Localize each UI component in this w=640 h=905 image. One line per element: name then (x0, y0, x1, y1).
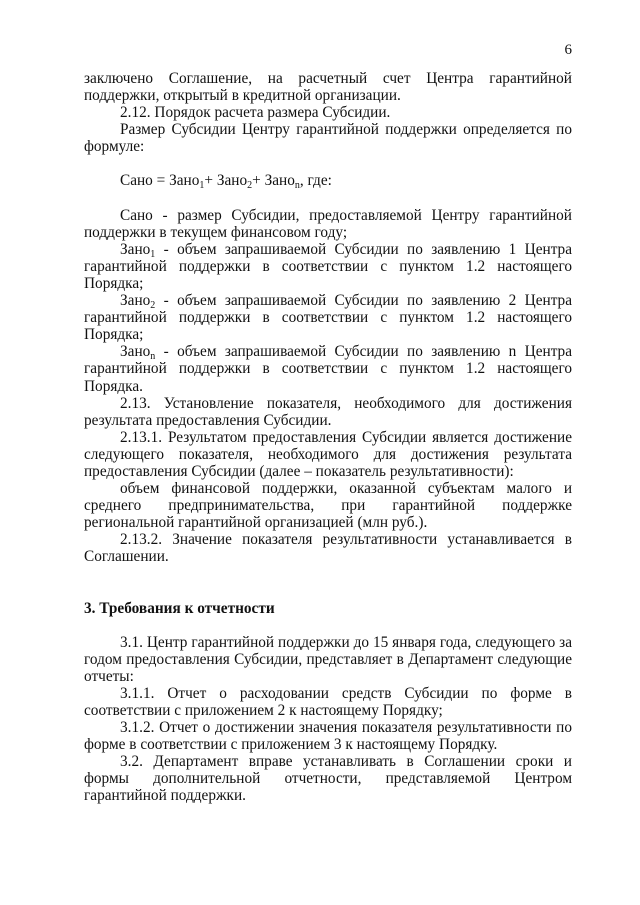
paragraph-3-1-1: 3.1.1. Отчет о расходовании средств Субсидии по форме в соответствии с приложением 2 к настоящему Порядку; (84, 684, 572, 719)
definition-zano-n: Зано$_n$ - объем запрашиваемой Субсидии по заявлению n Центра гарантийной поддержки в соответствии с пунктом 1.2 настоящего Порядка. (84, 343, 572, 395)
definition-sano: Сано - размер Субсидии, предоставляемой Центру гарантийной поддержки в текущем финансовом году; (84, 206, 572, 241)
paragraph: Размер Субсидии Центру гарантийной поддержки определяется по формуле: (84, 121, 572, 156)
definition-zano-2: Зано$_2$ - объем запрашиваемой Субсидии по заявлению 2 Центра гарантийной поддержки в соответствии с пунктом 1.2 настоящего Порядка; (84, 292, 572, 344)
paragraph-3-1: 3.1. Центр гарантийной поддержки до 15 января года, следующего за годом предоставления Субсидии, представляет в Департамент следующие отчеты: (84, 633, 572, 685)
definition-zano-1: Зано$_1$ - объем запрашиваемой Субсидии по заявлению 1 Центра гарантийной поддержки в соответствии с пунктом 1.2 настоящего Порядка; (84, 240, 572, 292)
paragraph: заключено Соглашение, на расчетный счет Центра гарантийной поддержки, открытый в кредитной организации. (84, 70, 572, 105)
paragraph-2-13-1: 2.13.1. Результатом предоставления Субсидии является достижение следующего показателя, необходимого для достижения результата предоставления Субсидии (далее – показатель результативности): (84, 428, 572, 480)
document-body (84, 70, 572, 805)
paragraph-2-12: 2.12. Порядок расчета размера Субсидии. (120, 104, 391, 122)
page-number: 6 (564, 42, 572, 58)
paragraph-2-13-2: 2.13.2. Значение показателя результативности устанавливается в Соглашении. (84, 531, 572, 566)
paragraph-3-2: 3.2. Департамент вправе устанавливать в Соглашении сроки и формы дополнительной отчетности, представляемой Центром гарантийной поддержки. (84, 753, 572, 805)
paragraph-2-13: 2.13. Установление показателя, необходимого для достижения результата предоставления Субсидии. (84, 394, 572, 429)
formula: Сано = Зано$_1$+ Зано$_2$+ Зано$_n$, где: (120, 172, 332, 192)
paragraph: объем финансовой поддержки, оказанной субъектам малого и среднего предпринимательства, при гарантийной поддержке региональной гарантийной организацией (млн руб.). (84, 480, 572, 532)
section-heading: 3. Требования к отчетности (84, 599, 275, 617)
paragraph-3-1-2: 3.1.2. Отчет о достижении значения показателя результативности по форме в соответствии с приложением 3 к настоящему Порядку. (84, 719, 572, 754)
